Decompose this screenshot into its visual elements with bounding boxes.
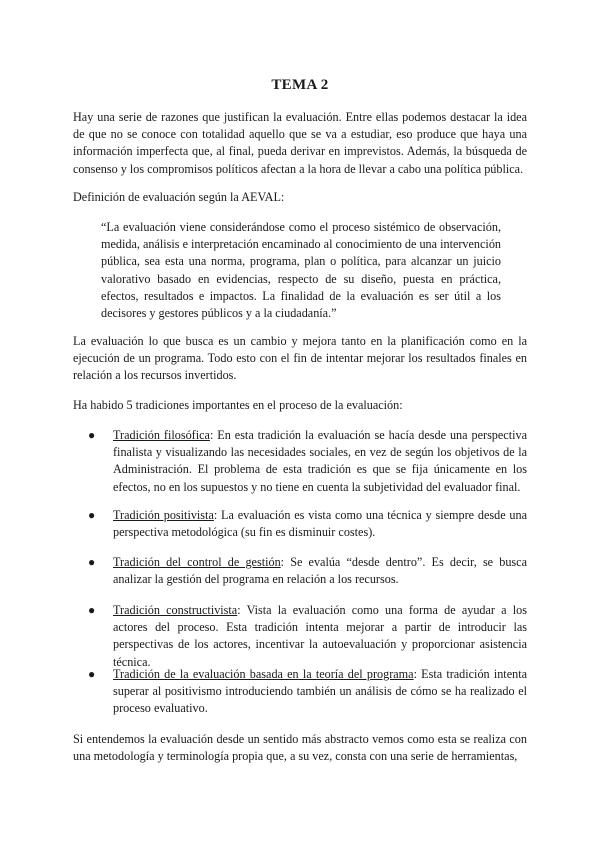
intro-paragraph: Hay una serie de razones que justifican la evaluación. Entre ellas podemos destacar la idea de que no se conoce con totalidad aquello que se va a estudiar, eso produce que haya una información imperfecta que, al final, pueda derivar en imprevistos. Además, la búsqueda de consenso y los compromisos políticos afectan a la hora de llevar a cabo una política pública. (73, 110, 527, 176)
tradition-text: : Esta tradición intenta superar al positivismo introduciendo también un análisis de cómo se ha realizado el proceso evaluativo. (113, 667, 527, 716)
tradition-name: Tradición filosófica (113, 428, 210, 442)
list-item (88, 507, 527, 541)
definition-heading: Definición de evaluación según la AEVAL: (73, 190, 285, 204)
bullet-icon: ● (88, 428, 96, 442)
tradition-name: Tradición del control de gestión (113, 555, 281, 569)
tradition-name: Tradición de la evaluación basada en la teoría del programa (113, 667, 414, 681)
page-title: TEMA 2 (271, 77, 329, 93)
traditions-intro: Ha habido 5 tradiciones importantes en el proceso de la evaluación: (73, 398, 403, 412)
tradition-name: Tradición constructivista (113, 603, 238, 617)
bullet-icon: ● (88, 508, 96, 522)
bullet-icon: ● (88, 667, 96, 681)
list-item (88, 427, 527, 496)
tradition-name: Tradición positivista (113, 508, 214, 522)
bullet-icon: ● (88, 603, 96, 617)
aeval-quote: “La evaluación viene considerándose como el proceso sistémico de observación, medida, análisis e interpretación encaminado al conocimiento de una intervención pública, sea esta una norma, programa, plan o política, para alcanzar un juicio valorativo basado en evidencias, respecto de su diseño, puesta en práctica, efectos, resultados e impactos. La finalidad de la evaluación es ser útil a los decisores y gestores públicos y a la ciudadanía.” (101, 220, 502, 321)
list-item (88, 602, 528, 671)
tradition-text: : Vista la evaluación como una forma de ayudar a los actores del proceso. Esta tradición intenta mejorar a partir de introducir las perspectivas de los actores, incentivar la autoevaluación y proporcionar asistencia técnica. (113, 603, 528, 669)
bullet-icon: ● (88, 555, 96, 569)
tradition-text: : En esta tradición la evaluación se hacía desde una perspectiva finalista y visualizando las necesidades sociales, en vez de según los objetivos de la Administración. El problema de esta tradición es que se fija únicamente en los efectos, no en los supuestos y no tiene en cuenta la subjetividad del evaluador final. (113, 428, 527, 494)
purpose-paragraph: La evaluación lo que busca es un cambio y mejora tanto en la planificación como en la ejecución de un programa. Todo esto con el fin de intentar mejorar los resultados finales en relación a los recursos invertidos. (73, 334, 527, 383)
list-item (88, 666, 527, 718)
tradition-text: : Se evalúa “desde dentro”. Es decir, se busca analizar la gestión del programa en relación a los recursos. (113, 555, 527, 587)
tradition-text: : La evaluación es vista como una técnica y siempre desde una perspectiva metodológica (su fin es disminuir costes). (113, 508, 527, 540)
list-item (88, 554, 527, 588)
closing-paragraph: Si entendemos la evaluación desde un sentido más abstracto vemos como esta se realiza con una metodología y terminología propia que, a su vez, consta con una serie de herramientas, (73, 732, 527, 764)
